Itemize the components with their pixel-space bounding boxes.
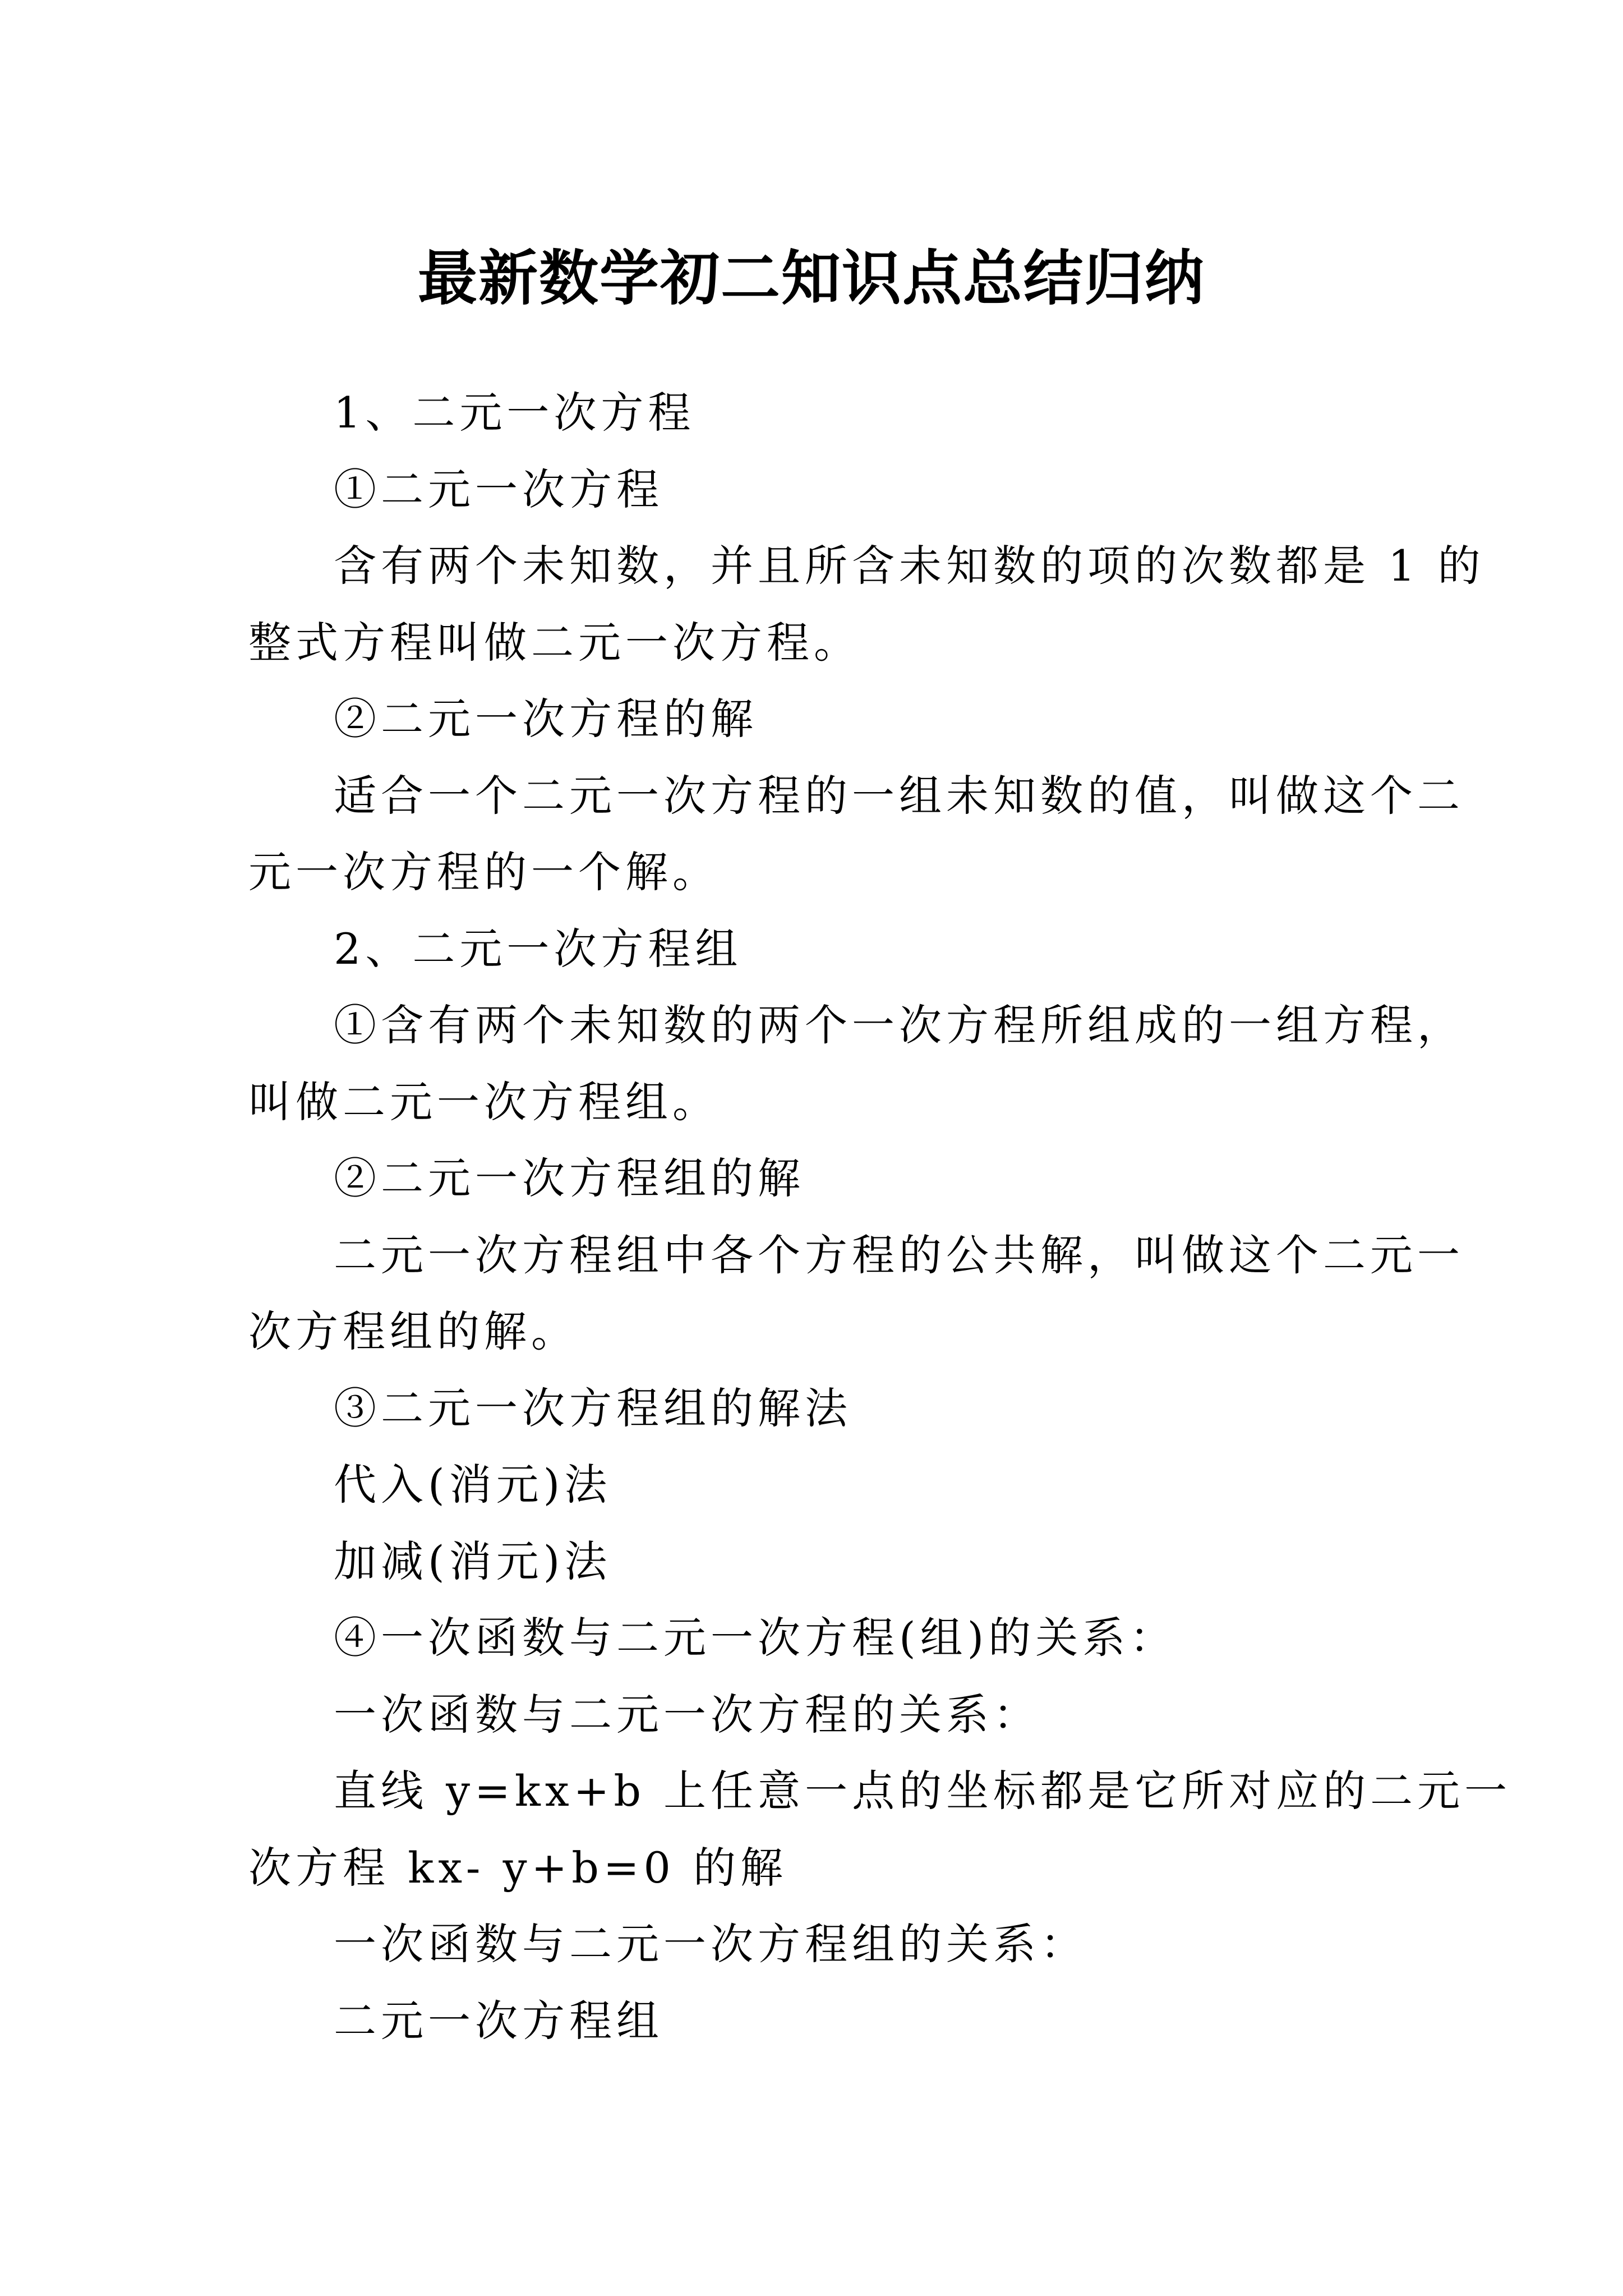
paragraph-line: 代入(消元)法 bbox=[334, 1460, 612, 1510]
paragraph-line: 适合一个二元一次方程的一组未知数的值，叫做这个二 bbox=[334, 770, 1464, 821]
paragraph-line: 加减(消元)法 bbox=[334, 1536, 612, 1586]
paragraph-line: ②二元一次方程组的解 bbox=[334, 1153, 805, 1203]
paragraph-line: 2、二元一次方程组 bbox=[334, 923, 743, 974]
paragraph-line: 二元一次方程组 bbox=[334, 1995, 663, 2046]
paragraph-line: ④一次函数与二元一次方程(组)的关系： bbox=[334, 1613, 1177, 1663]
paragraph-line: 叫做二元一次方程组。 bbox=[248, 1076, 720, 1127]
paragraph-line: 一次函数与二元一次方程组的关系： bbox=[334, 1919, 1087, 1969]
paragraph-line: 二元一次方程组中各个方程的公共解，叫做这个二元一 bbox=[334, 1230, 1464, 1280]
paragraph-line: 1、二元一次方程 bbox=[334, 388, 695, 438]
paragraph-line: 含有两个未知数，并且所含未知数的项的次数都是 1 的 bbox=[334, 541, 1485, 591]
paragraph-line: ②二元一次方程的解 bbox=[334, 694, 758, 744]
paragraph-line: 直线 y=kx+b 上任意一点的坐标都是它所对应的二元一 bbox=[334, 1766, 1512, 1816]
paragraph-line: ①二元一次方程 bbox=[334, 464, 663, 514]
document-body bbox=[248, 375, 1512, 2059]
paragraph-line: 一次函数与二元一次方程的关系： bbox=[334, 1689, 1040, 1740]
paragraph-line: ③二元一次方程组的解法 bbox=[334, 1383, 852, 1433]
document-title: 最新数学初二知识点总结归纳 bbox=[418, 243, 1205, 314]
paragraph-line: ①含有两个未知数的两个一次方程所组成的一组方程， bbox=[334, 1000, 1464, 1050]
paragraph-line: 次方程 kx- y+b=0 的解 bbox=[248, 1842, 788, 1893]
paragraph-line: 整式方程叫做二元一次方程。 bbox=[248, 617, 861, 668]
paragraph-line: 次方程组的解。 bbox=[248, 1306, 578, 1356]
paragraph-line: 元一次方程的一个解。 bbox=[248, 847, 720, 897]
